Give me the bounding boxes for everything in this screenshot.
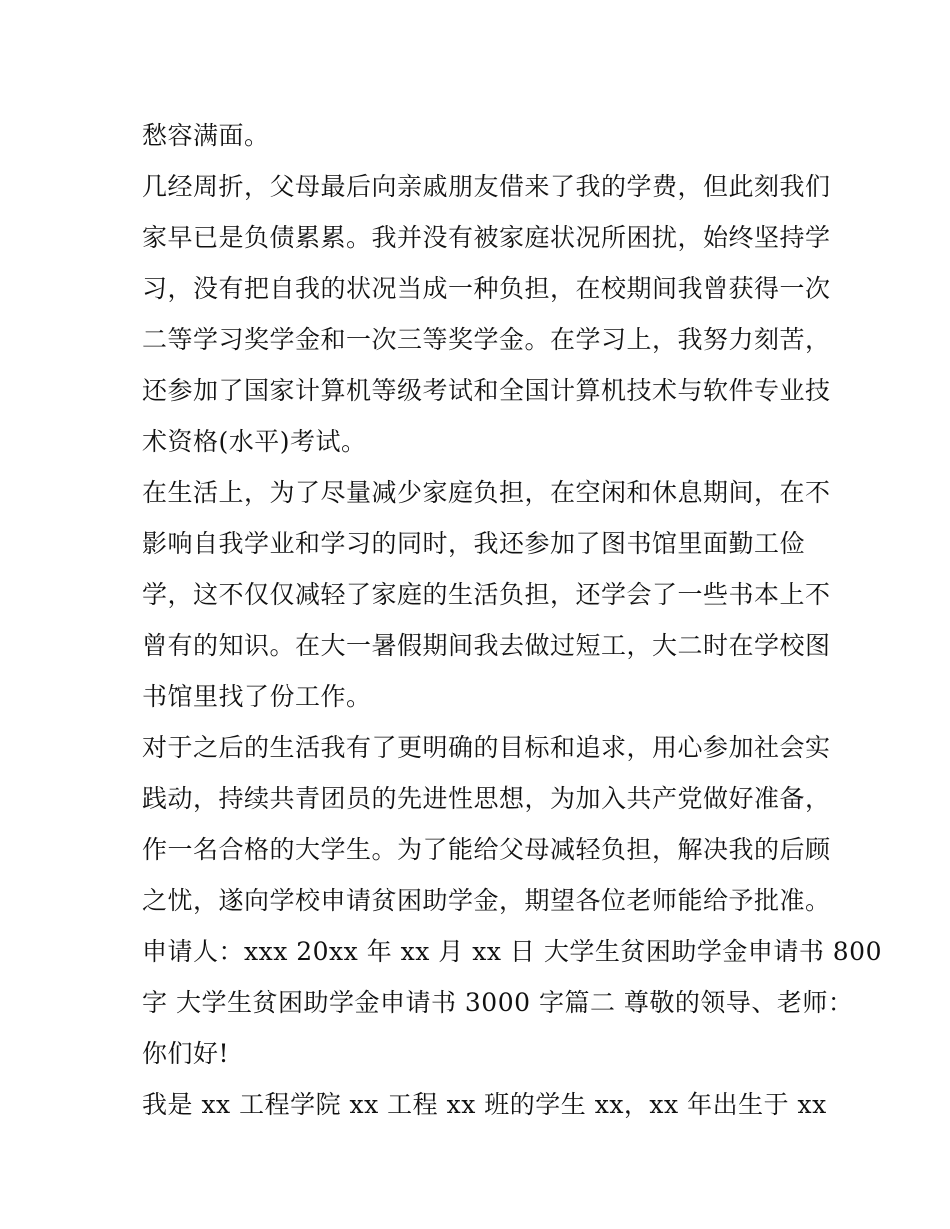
text-line: 书馆里找了份工作。 — [142, 682, 372, 711]
text-line: 家早已是负债累累。我并没有被家庭状况所困扰，始终坚持学 — [142, 223, 831, 252]
text-line: 践动，持续共青团员的先进性思想，为加入共产党做好准备， — [142, 784, 831, 813]
text-line: 作一名合格的大学生。为了能给父母减轻负担，解决我的后顾 — [142, 835, 831, 864]
document-body — [142, 110, 882, 1130]
text-line: 术资格(水平)考试。 — [142, 427, 367, 456]
text-line: 在生活上，为了尽量减少家庭负担，在空闲和休息期间，在不 — [142, 478, 831, 507]
text-line: 还参加了国家计算机等级考试和全国计算机技术与软件专业技 — [142, 376, 831, 405]
text-line: 申请人：xxx 20xx 年 xx 月 xx 日 大学生贫困助学金申请书 800 — [142, 937, 882, 966]
text-line: 二等学习奖学金和一次三等奖学金。在学习上，我努力刻苦， — [142, 325, 831, 354]
text-line: 对于之后的生活我有了更明确的目标和追求，用心参加社会实 — [142, 733, 831, 762]
text-line: 我是 xx 工程学院 xx 工程 xx 班的学生 xx，xx 年出生于 xx — [142, 1090, 827, 1119]
text-line: 曾有的知识。在大一暑假期间我去做过短工，大二时在学校图 — [142, 631, 831, 660]
text-line: 几经周折，父母最后向亲戚朋友借来了我的学费，但此刻我们 — [142, 172, 831, 201]
text-line: 之忧，遂向学校申请贫困助学金，期望各位老师能给予批准。 — [142, 886, 831, 915]
text-line: 习，没有把自我的状况当成一种负担，在校期间我曾获得一次 — [142, 274, 831, 303]
text-line: 影响自我学业和学习的同时，我还参加了图书馆里面勤工俭 — [142, 529, 806, 558]
text-line: 字 大学生贫困助学金申请书 3000 字篇二 尊敬的领导、老师： — [142, 988, 854, 1017]
text-line: 愁容满面。 — [142, 121, 270, 150]
text-line: 你们好! — [142, 1039, 230, 1068]
text-line: 学，这不仅仅减轻了家庭的生活负担，还学会了一些书本上不 — [142, 580, 831, 609]
